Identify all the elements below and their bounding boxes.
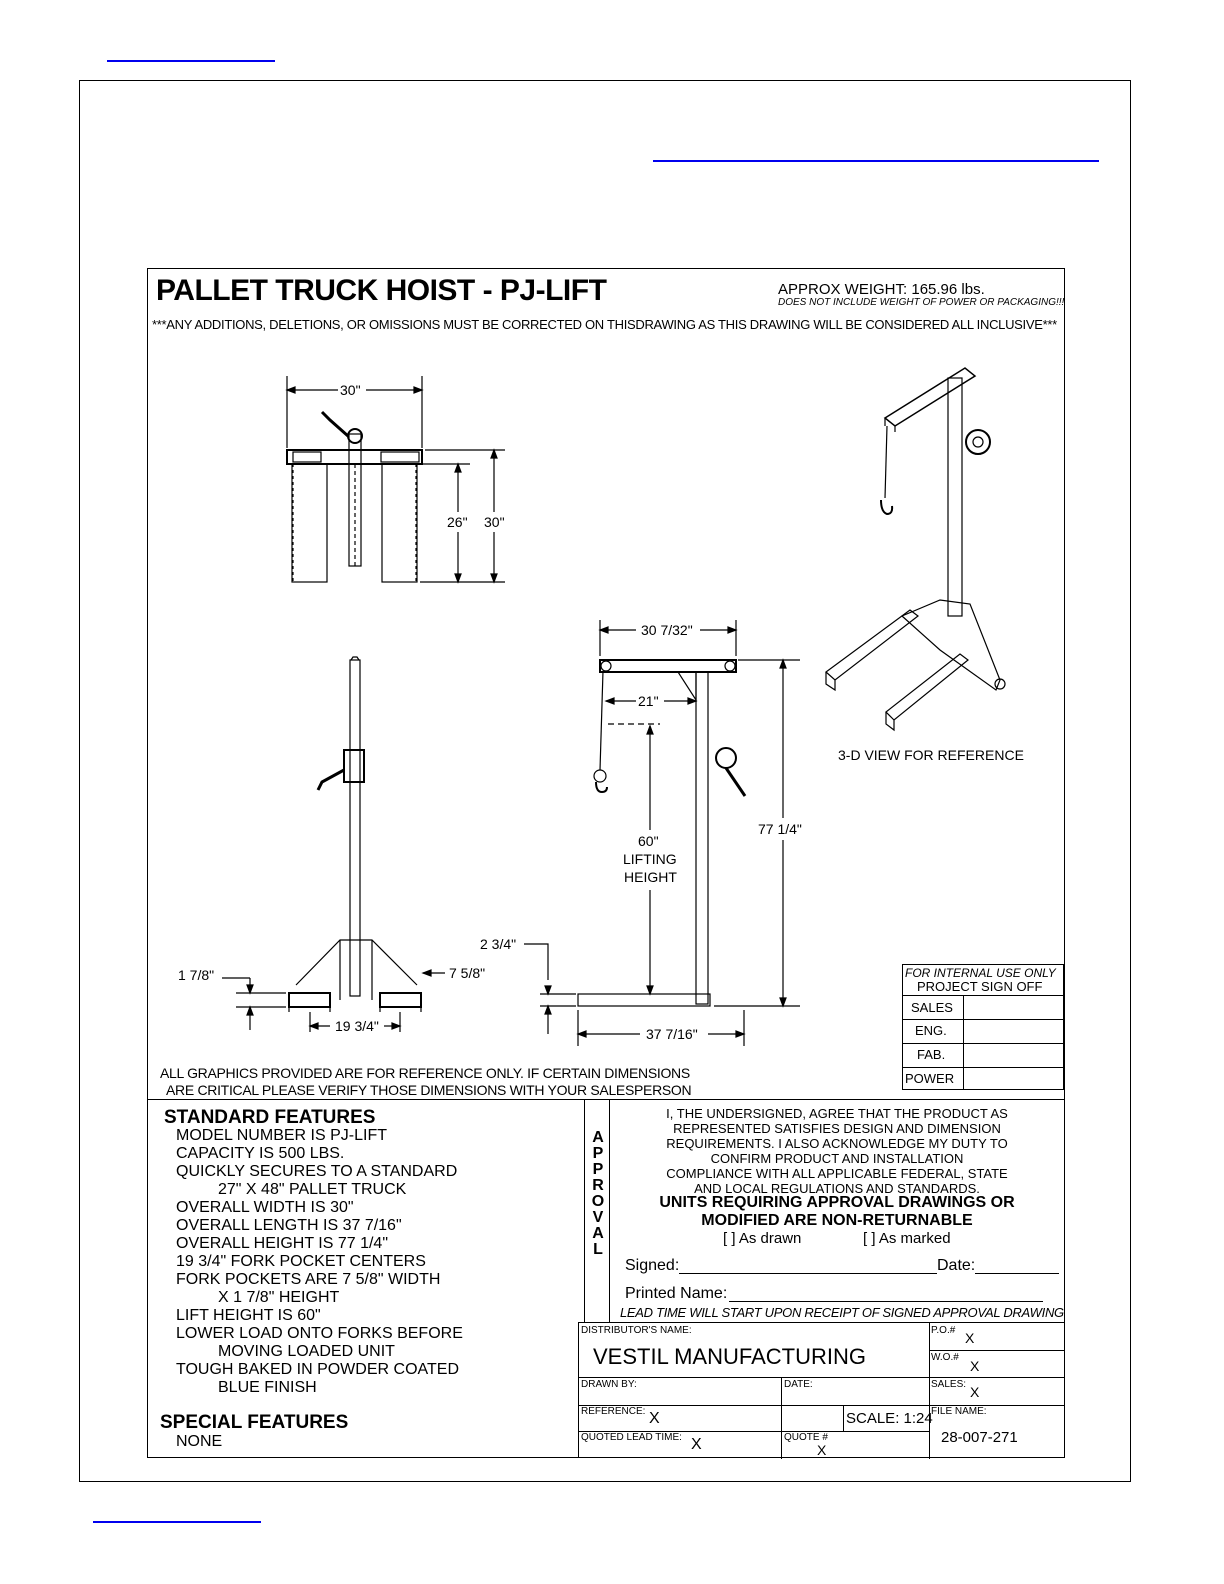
dim-base-offset: 2 3/4" [480, 936, 517, 952]
dim-overall-height: 77 1/4" [758, 821, 802, 837]
quoted-lead-label: QUOTED LEAD TIME: [581, 1432, 682, 1443]
feature-line: BLUE FINISH [218, 1379, 317, 1396]
3d-view [826, 368, 1005, 730]
signed-label: Signed: [625, 1257, 680, 1274]
dim-top-outer: 30" [484, 514, 505, 530]
date-field[interactable] [975, 1273, 1059, 1274]
dim-lift-label2: HEIGHT [624, 869, 677, 885]
feature-line: LIFT HEIGHT IS 60" [176, 1307, 321, 1324]
po-label: P.O.# [931, 1325, 956, 1336]
scale: SCALE: 1:24 [846, 1410, 933, 1427]
distributor-value: VESTIL MANUFACTURING [593, 1344, 866, 1369]
quote-value: X [817, 1442, 827, 1458]
quote-label: QUOTE # [784, 1432, 828, 1443]
approval-warning: UNITS REQUIRING APPROVAL DRAWINGS OR MODIFIED ARE NON-RETURNABLE [659, 1194, 1015, 1229]
quoted-lead-value: X [691, 1436, 702, 1453]
reference-value: X [649, 1410, 660, 1427]
wo-value: X [970, 1358, 980, 1374]
signoff-sales: SALES [911, 1000, 953, 1015]
feature-line: FORK POCKETS ARE 7 5/8" WIDTH [176, 1271, 441, 1288]
feature-line: 27" X 48" PALLET TRUCK [218, 1181, 407, 1198]
dim-top-inner: 26" [447, 514, 468, 530]
dim-overall-length: 37 7/16" [646, 1026, 698, 1042]
as-drawn-checkbox[interactable]: [ ] As drawn [723, 1230, 802, 1247]
printed-name-label: Printed Name: [625, 1285, 728, 1302]
dim-reach: 21" [638, 693, 659, 709]
dim-boom-width: 30 7/32" [641, 622, 693, 638]
graphics-note-line1: ALL GRAPHICS PROVIDED ARE FOR REFERENCE ONLY. IF CERTAIN DIMENSIONS [160, 1065, 690, 1081]
lead-time-note: LEAD TIME WILL START UPON RECEIPT OF SIGNED APPROVAL DRAWING [620, 1305, 1064, 1320]
dim-lift-value: 60" [638, 833, 659, 849]
feature-line: X 1 7/8" HEIGHT [218, 1289, 340, 1306]
reference-label: REFERENCE: [581, 1406, 646, 1417]
view-3d-label: 3-D VIEW FOR REFERENCE [838, 747, 1024, 763]
special-features-heading: SPECIAL FEATURES [160, 1412, 349, 1433]
date-cell-label: DATE: [784, 1379, 813, 1390]
feature-line: TOUGH BAKED IN POWDER COATED [176, 1361, 459, 1378]
feature-line: CAPACITY IS 500 LBS. [176, 1145, 345, 1162]
signed-field[interactable] [679, 1273, 937, 1274]
file-name-value: 28-007-271 [941, 1429, 1018, 1446]
standard-features-heading: STANDARD FEATURES [164, 1107, 376, 1128]
dim-pocket-height: 1 7/8" [178, 967, 215, 983]
signoff-table [902, 964, 1064, 1090]
dim-top-width: 30" [340, 382, 361, 398]
title-block [578, 1322, 1064, 1458]
signoff-heading1: FOR INTERNAL USE ONLY [905, 966, 1056, 980]
date-label: Date: [937, 1257, 976, 1274]
feature-line: OVERALL LENGTH IS 37 7/16" [176, 1217, 402, 1234]
front-view [222, 657, 445, 1032]
sales-value: X [970, 1384, 980, 1400]
feature-line: MODEL NUMBER IS PJ-LIFT [176, 1127, 387, 1144]
dim-pocket-centers: 19 3/4" [335, 1018, 379, 1034]
approval-statement: I, THE UNDERSIGNED, AGREE THAT THE PRODUCT AS REPRESENTED SATISFIES DESIGN AND DIMENSION REQUIREMENTS. I ALSO ACKNOWLEDGE MY DUTY TO CONFIRM PRODUCT AND INSTALLATION COMPLIANCE WITH ALL APPLICABLE FEDERAL, STATE AND LOCAL REGULATIONS AND STANDARDS. [666, 1106, 1008, 1196]
as-marked-checkbox[interactable]: [ ] As marked [863, 1230, 951, 1247]
signoff-heading2: PROJECT SIGN OFF [917, 979, 1043, 994]
approx-weight: APPROX WEIGHT: 165.96 lbs. [778, 281, 985, 298]
distributor-label: DISTRIBUTOR'S NAME: [581, 1325, 692, 1336]
feature-line: OVERALL WIDTH IS 30" [176, 1199, 354, 1216]
signoff-eng: ENG. [915, 1023, 947, 1038]
top-view [287, 376, 505, 582]
printed-name-field[interactable] [729, 1301, 1043, 1302]
signoff-fab: FAB. [917, 1047, 946, 1062]
feature-line: 19 3/4" FORK POCKET CENTERS [176, 1253, 426, 1270]
feature-line: LOWER LOAD ONTO FORKS BEFORE [176, 1325, 463, 1342]
feature-line: OVERALL HEIGHT IS 77 1/4" [176, 1235, 388, 1252]
weight-note: DOES NOT INCLUDE WEIGHT OF POWER OR PACKAGING!!! [778, 297, 1065, 308]
approval-side-letters: A P P R O V A L [591, 1129, 605, 1258]
approval-block [584, 1100, 1064, 1322]
po-value: X [965, 1330, 975, 1346]
graphics-note-line2: ARE CRITICAL PLEASE VERIFY THOSE DIMENSIONS WITH YOUR SALESPERSON [166, 1082, 692, 1098]
feature-line: QUICKLY SECURES TO A STANDARD [176, 1163, 458, 1180]
signoff-power: POWER [905, 1071, 955, 1086]
file-name-label: FILE NAME: [931, 1406, 987, 1417]
dim-pocket-width: 7 5/8" [449, 965, 486, 981]
disclaimer: ***ANY ADDITIONS, DELETIONS, OR OMISSIONS MUST BE CORRECTED ON THISDRAWING AS THIS DRAWING WILL BE CONSIDERED ALL INCLUSIVE*** [152, 317, 1057, 332]
sales-label: SALES: [931, 1379, 967, 1390]
wo-label: W.O.# [931, 1352, 959, 1363]
drawn-by-label: DRAWN BY: [581, 1379, 637, 1390]
feature-line: MOVING LOADED UNIT [218, 1343, 395, 1360]
special-features-value: NONE [176, 1433, 223, 1450]
dim-lift-label1: LIFTING [623, 851, 677, 867]
drawing-title: PALLET TRUCK HOIST - PJ-LIFT [156, 274, 607, 307]
